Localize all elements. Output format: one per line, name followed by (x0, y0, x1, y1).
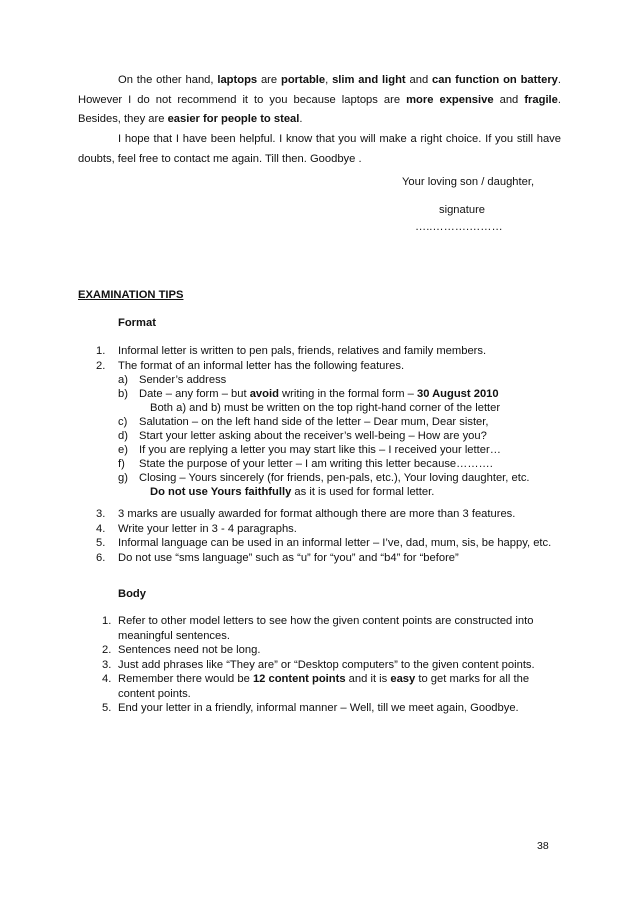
feature-item: e) If you are replying a letter you may start like this – I received your letter… (118, 444, 501, 456)
body-list (78, 614, 564, 716)
feature-item: g) Closing – Yours sincerely (for friends, pen-pals, etc.), Your loving daughter, etc. Do not use Yours faithfully as it is used for formal letter. (118, 472, 530, 498)
closing-line: Your loving son / daughter, (402, 176, 535, 188)
feature-item: d) Start your letter asking about the receiver’s well-being – How are you? (118, 430, 487, 442)
feature-item: b) Date – any form – but avoid writing in the formal form – 30 August 2010 Both a) and b) must be written on the top right-hand corner of the letter (118, 388, 501, 414)
feature-item: c) Salutation – on the left hand side of the letter – Dear mum, Dear sister, (118, 416, 489, 428)
paragraph-laptops: On the other hand, laptops are portable, slim and light and can function on battery. However I do not recommend it to you because laptops are more expensive and fragile. Besides, they are easier for people to steal. (78, 74, 562, 125)
signature-label: signature (439, 204, 486, 216)
list-item: 3. Just add phrases like “They are” or “Desktop computers” to the given content points. (102, 658, 535, 671)
list-item: 4. Write your letter in 3 - 4 paragraphs. (96, 522, 297, 535)
list-item: 5. End your letter in a friendly, informal manner – Well, till we meet again, Goodbye. (102, 702, 519, 714)
examination-tips-heading: EXAMINATION TIPS (78, 289, 184, 301)
feature-item: f) State the purpose of your letter – I am writing this letter because………. (118, 458, 493, 470)
list-item: 5. Informal language can be used in an informal letter – I’ve, dad, mum, sis, be happy, etc. (96, 537, 552, 549)
feature-item: a) Sender’s address (118, 374, 227, 386)
page-number: 38 (537, 840, 549, 852)
list-item: 6. Do not use “sms language” such as “u” for “you” and “b4” for “before” (96, 551, 459, 564)
list-item: 4. Remember there would be 12 content points and it is easy to get marks for all the content points. (102, 673, 530, 700)
list-item: 2. The format of an informal letter has the following features. a) Sender’s address b) Date – any form – but avoid writing in the formal form – 30 August 2010 Both a) and b) must be written on the top right-hand corner of the letter c) Salutation – on the left hand side of the letter – Dear mum, Dear sister, d) Start your letter asking about the receiver’s well-being – How are you? e) If you are replying a letter you may start like this – I received your letter… f) State the purpose of your letter – I am writing this letter because………. g) Closing – Yours sincerely (for friends, pen-pals, etc.), Your loving daughter, etc. Do not use Yours faithfully as it is used for formal letter. (78, 359, 564, 500)
list-item: 3. 3 marks are usually awarded for format although there are more than 3 features. (96, 508, 516, 520)
format-heading: Format (118, 317, 156, 329)
list-item: 1. Informal letter is written to pen pals, friends, relatives and family members. (96, 345, 487, 357)
format-list (78, 344, 564, 565)
features-list (118, 373, 564, 499)
paragraph-closing-remarks: I hope that I have been helpful. I know that you will make a right choice. If you still have doubts, feel free to contact me again. Till then. Goodbye . (78, 133, 561, 165)
signature-dots: …..……….……… (415, 221, 503, 233)
body-heading: Body (118, 588, 146, 600)
list-item: 2. Sentences need not be long. (102, 644, 261, 656)
spacer (78, 499, 564, 507)
list-item: 1. Refer to other model letters to see how the given content points are constructed into meaningful sentences. (102, 615, 534, 642)
